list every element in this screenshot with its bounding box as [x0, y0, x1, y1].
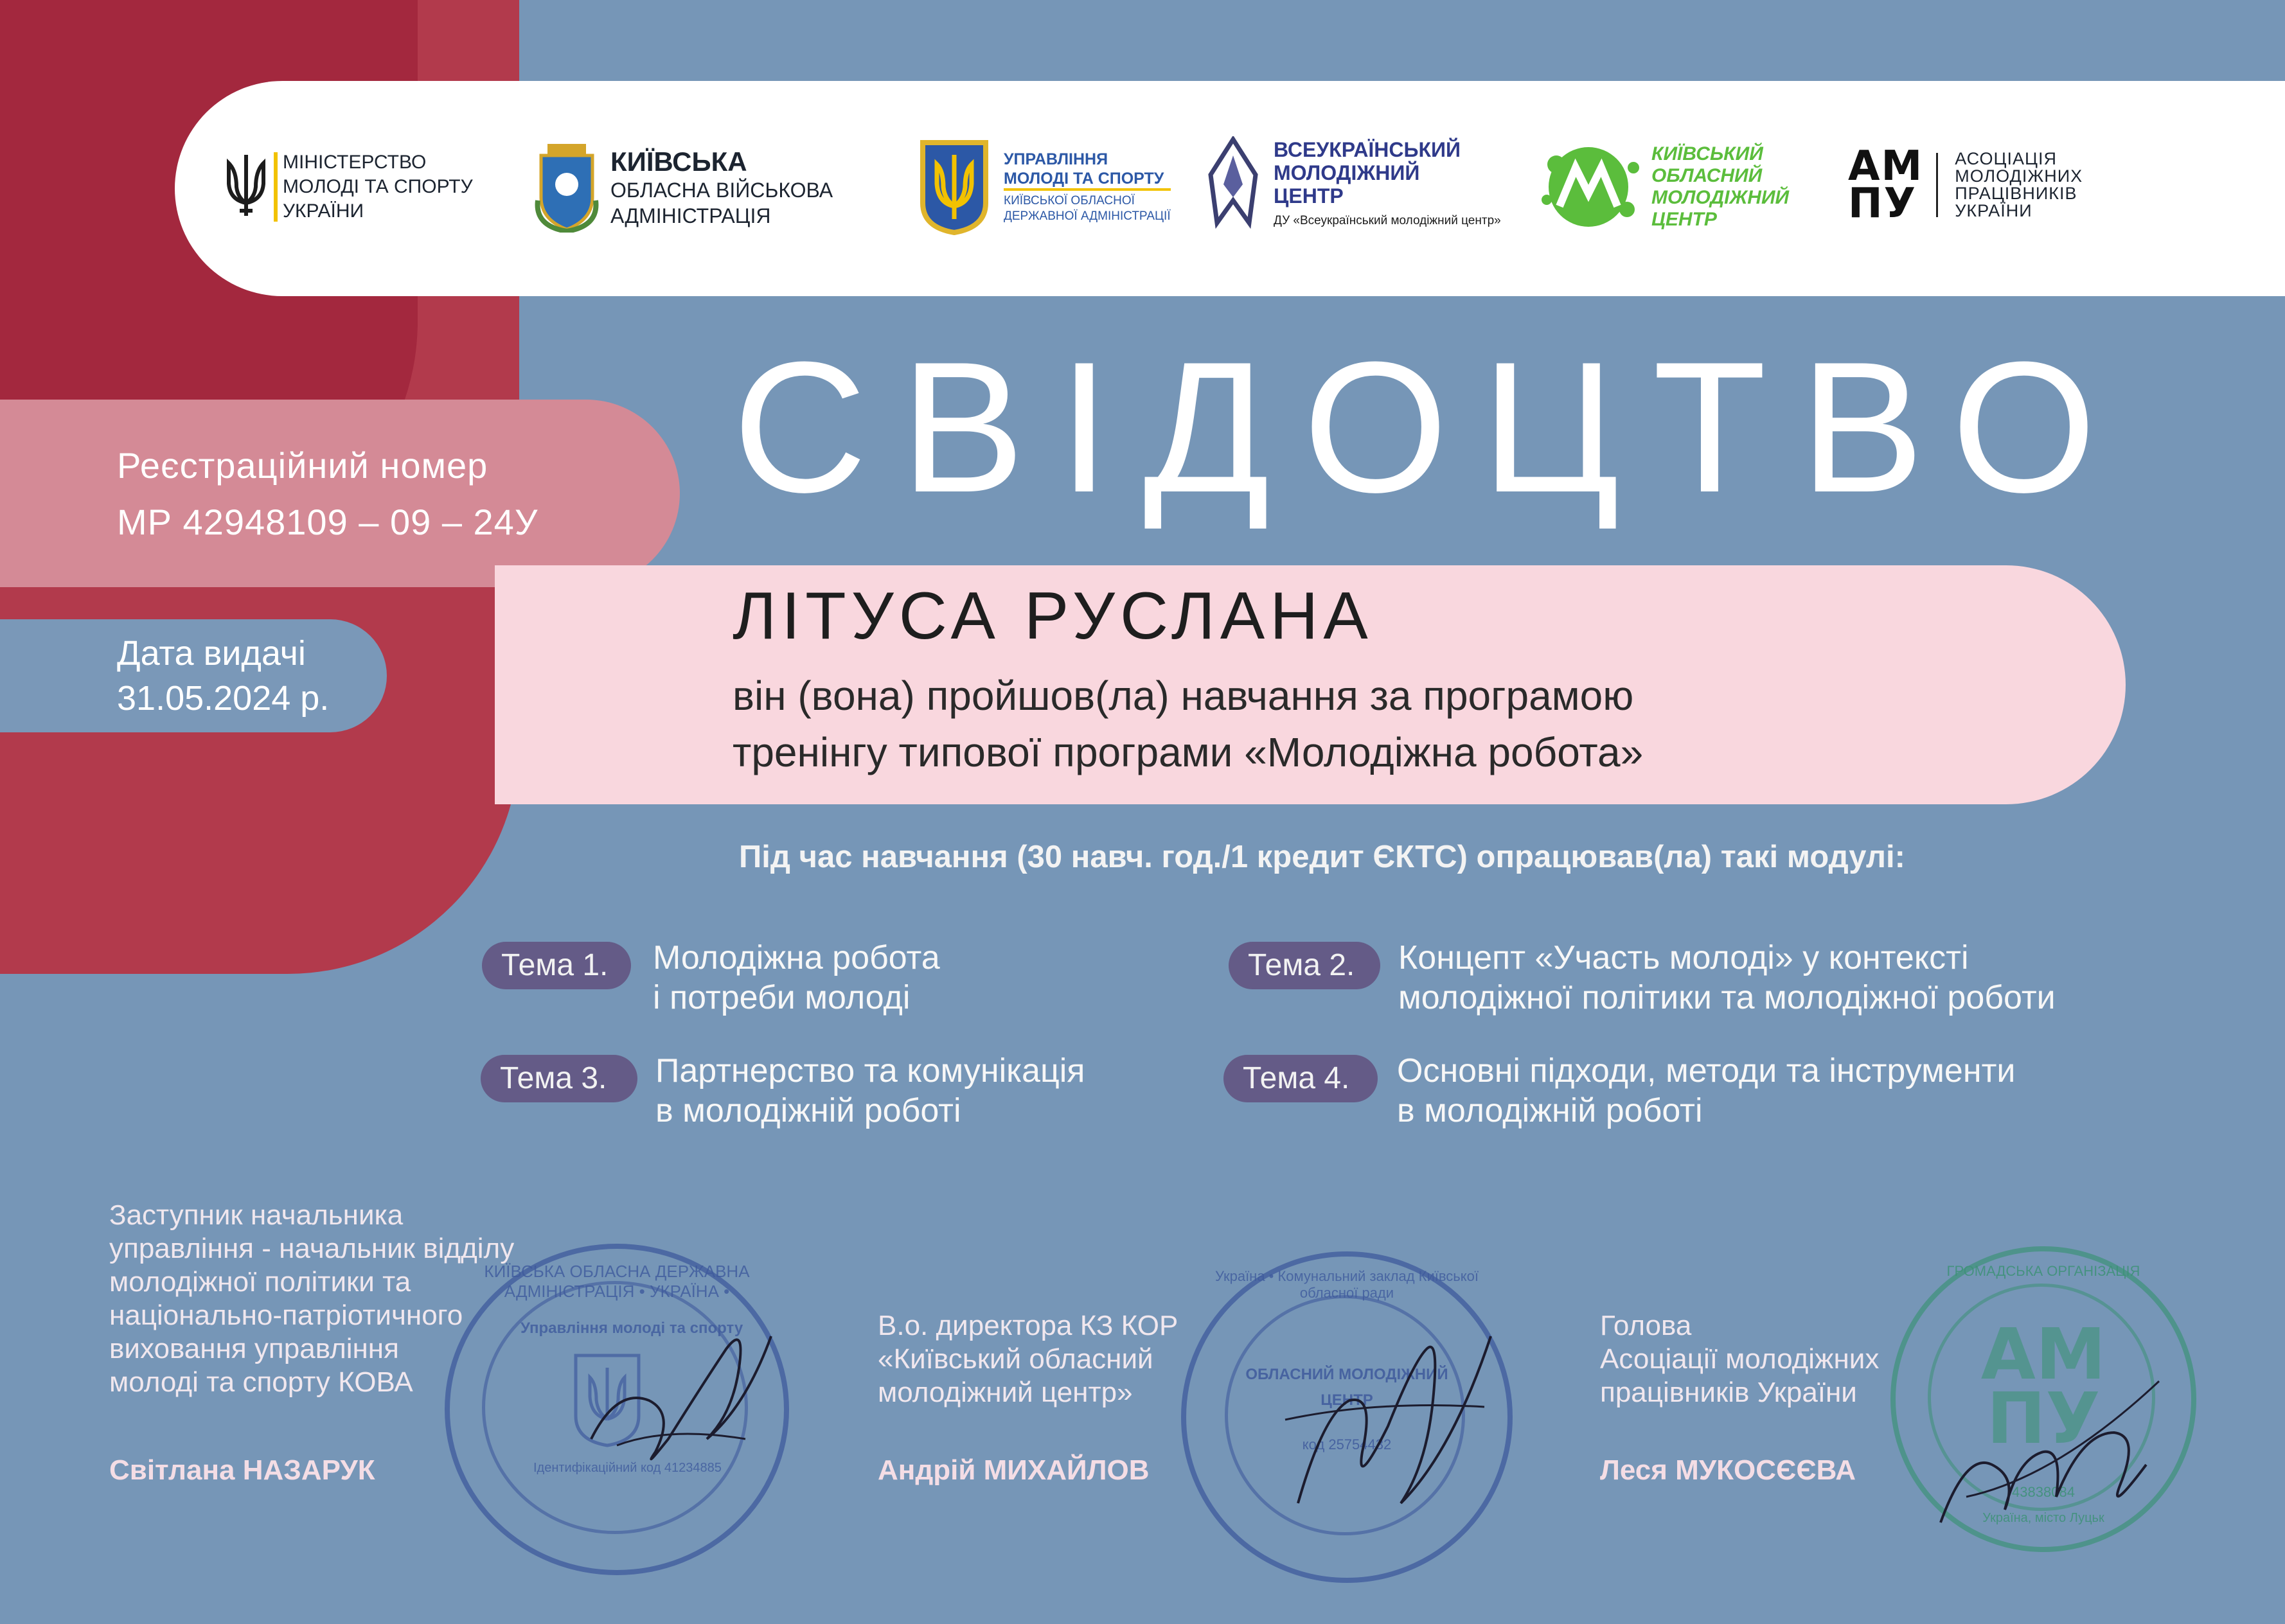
ministry-logo [224, 150, 473, 224]
youth-sport-department-logo [919, 139, 1171, 235]
issue-date-block [0, 619, 387, 732]
all-ukrainian-youth-center-logo [1204, 136, 1501, 233]
trident-icon [224, 152, 269, 222]
stamp-kor-inner-text-1: ОБЛАСНИЙ МОЛОДІЖНИЙ [1245, 1366, 1448, 1383]
ampu-divider [1936, 153, 1938, 217]
stamp-kova-inner-text-2: Ідентифікаційний код 41234885 [533, 1461, 722, 1475]
ministry-logo-text: МІНІСТЕРСТВО МОЛОДІ ТА СПОРТУ УКРАЇНИ [283, 152, 473, 222]
issue-date-value: 31.05.2024 р. [117, 679, 330, 718]
registration-number-block [0, 400, 680, 587]
registration-number: МР 42948109 – 09 – 24У [117, 502, 538, 542]
stamp-kor-inner-text-3: код 25754432 [1302, 1436, 1392, 1452]
topic-1-text: Молодіжна робота і потреби молоді [653, 939, 940, 1016]
signature-1-icon [578, 1311, 784, 1478]
topic-2-text: Концепт «Участь молоді» у контексті молодіжної політики та молодіжної роботи [1398, 939, 2056, 1016]
registration-label: Реєстраційний номер [117, 445, 488, 486]
kyiv-region-coat-of-arms-icon [535, 143, 599, 233]
stamp-kor-ring-text: Україна • Комунальний заклад Київської обласної ради [1214, 1268, 1479, 1301]
topic-tag-1: Тема 1. [482, 942, 631, 989]
green-m-logo-icon [1531, 139, 1646, 235]
kyiv-regional-youth-center-logo [1531, 139, 1789, 235]
kyiv-oda-logo-text: КИЇВСЬКА ОБЛАСНА ВІЙСЬКОВА АДМІНІСТРАЦІЯ [610, 146, 833, 227]
youth-center-icon [1204, 136, 1262, 233]
signature-2-icon [1272, 1323, 1504, 1522]
signatory-3-title: Голова Асоціації молодіжних працівників України [1600, 1310, 1880, 1408]
flag-stripe [274, 152, 278, 222]
issue-date-label: Дата видачі [117, 634, 306, 673]
header-logo-bar [175, 81, 2285, 296]
kyiv-regional-youth-center-logo-text: КИЇВСЬКИЙ ОБЛАСНИЙ МОЛОДІЖНИЙ ЦЕНТР [1651, 143, 1790, 230]
signatory-1-title: Заступник начальника управління - начальник відділу молодіжної політики та національно-патріотичного виховання управління молоді та спорту КОВА [109, 1199, 515, 1398]
youth-sport-department-logo-text: УПРАВЛІННЯ МОЛОДІ ТА СПОРТУ КИЇВСЬКОЇ ОБЛАСНОЇ ДЕРЖАВНОЇ АДМІНІСТРАЦІЇ [1004, 150, 1171, 223]
kyiv-oda-logo [535, 143, 833, 233]
stamp-kova-ring-text: КИЇВСЬКА ОБЛАСНА ДЕРЖАВНА АДМІНІСТРАЦІЯ • УКРАЇНА • [484, 1262, 750, 1301]
topic-4-text: Основні підходи, методи та інструменти в молодіжній роботі [1397, 1052, 2016, 1129]
recipient-description-line1: він (вона) пройшов(ла) навчання за програмою [733, 673, 1634, 719]
stamp-ampu-city: Україна, місто Луцьк [1982, 1511, 2104, 1525]
signatory-3-name: Леся МУКОСЄЄВА [1600, 1454, 1856, 1486]
recipient-name: ЛІТУСА РУСЛАНА [733, 579, 1373, 653]
topic-tag-3: Тема 3. [481, 1055, 637, 1102]
signatory-2-name: Андрій МИХАЙЛОВ [878, 1454, 1150, 1486]
topic-tag-4: Тема 4. [1223, 1055, 1378, 1102]
ampu-logo [1848, 143, 2083, 227]
stamp-kova-inner-text-1: Управління молоді та спорту [520, 1320, 743, 1337]
ampu-logo-text: АСОЦІАЦІЯ МОЛОДІЖНИХ ПРАЦІВНИКІВ УКРАЇНИ [1955, 149, 2083, 220]
recipient-description-line2: тренінгу типової програми «Молодіжна робота» [733, 729, 1644, 775]
signatory-1-name: Світлана НАЗАРУК [109, 1454, 375, 1486]
ampu-logo-icon: АМ ПУ [1848, 143, 1924, 227]
stamp-kor-inner-text-2: ЦЕНТР [1320, 1391, 1373, 1409]
signature-3-icon [1928, 1355, 2165, 1535]
certificate-title: СВІДОЦТВО [733, 323, 2130, 531]
all-ukrainian-youth-center-logo-text: ВСЕУКРАЇНСЬКИЙ МОЛОДІЖНИЙ ЦЕНТР ДУ «Всеукраїнський молодіжний центр» [1274, 138, 1501, 227]
modules-heading: Під час навчання (30 навч. год./1 кредит ЄКТС) опрацював(ла) такі модулі: [739, 840, 1905, 874]
signatory-2-title: В.о. директора КЗ КОР «Київський обласний молодіжний центр» [878, 1310, 1178, 1408]
stamp-ampu-code: 43838084 [2012, 1484, 2075, 1500]
stamp-ampu-ring-text: ГРОМАДСЬКА ОРГАНІЗАЦІЯ [1946, 1263, 2140, 1279]
topic-3-text: Партнерство та комунікація в молодіжній роботі [655, 1052, 1085, 1129]
stamp-ampu-mark: АМ ПУ [1980, 1313, 2106, 1460]
topic-tag-2: Тема 2. [1229, 942, 1380, 989]
trident-shield-icon [919, 139, 990, 235]
